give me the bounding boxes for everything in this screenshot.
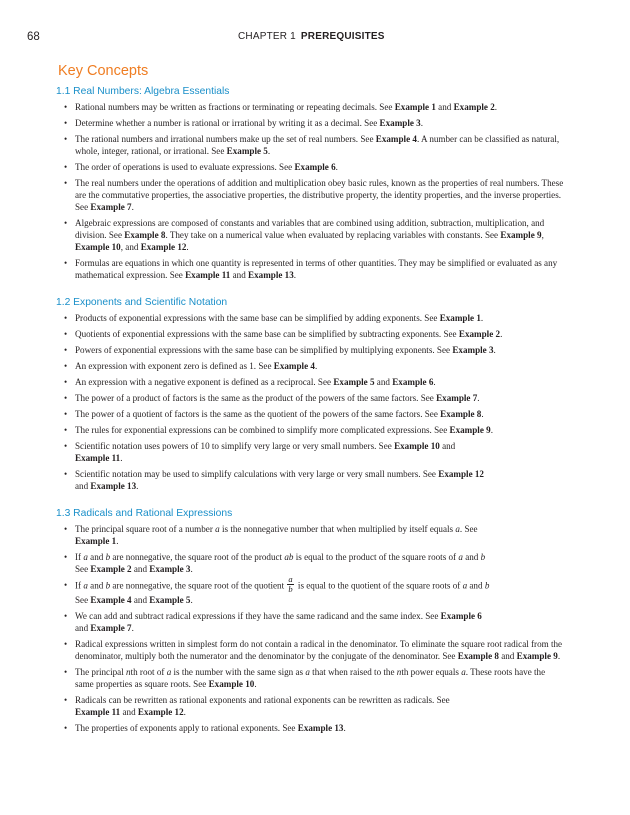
list-item: • An expression with exponent zero is defined as 1. See Example 4. [58, 360, 564, 372]
section-heading-1-1: 1.1 Real Numbers: Algebra Essentials [56, 86, 230, 97]
section-heading-1-3: 1.3 Radicals and Rational Expressions [56, 508, 233, 519]
section-1-3-list [58, 523, 564, 734]
key-concepts [58, 63, 564, 738]
list-item: • Algebraic expressions are composed of constants and variables that are combined using addition, subtraction, multiplication, and division. See Example 8. They take on a numerical value when evaluated by replacing variables with constants. See Example 9, Example 10, and Example 12. [58, 217, 564, 253]
list-item: • Radicals can be rewritten as rational exponents and rational exponents can be rewritten as radicals. See Example 11 and Example 12. [58, 694, 564, 718]
running-head [238, 31, 385, 42]
list-item: • Determine whether a number is rational or irrational by writing it as a decimal. See Example 3. [58, 117, 564, 129]
page-number: 68 [27, 31, 40, 43]
list-item: • We can add and subtract radical expressions if they have the same radicand and the same index. See Example 6 and Example 7. [58, 610, 564, 634]
page-title: Key Concepts [58, 63, 149, 79]
list-item: • The principal square root of a number a is the nonnegative number that when multiplied by itself equals a. See Example 1. [58, 523, 564, 547]
chapter-title: PREREQUISITES [300, 31, 385, 42]
list-item: • If a and b are nonnegative, the square root of the quotient $\frac{a}{b}$ is equal to the quotient of the square roots of a and b See Example 4 and Example 5. [58, 579, 564, 606]
section-heading-1-2: 1.2 Exponents and Scientific Notation [56, 297, 228, 308]
list-item: • The principal nth root of a is the number with the same sign as a that when raised to the nth power equals a. These roots have the same properties as square roots. See Example 10. [58, 666, 564, 690]
chapter-label: CHAPTER 1 [238, 31, 296, 42]
list-item: • Powers of exponential expressions with the same base can be simplified by multiplying exponents. See Example 3. [58, 344, 564, 356]
list-item: • Quotients of exponential expressions with the same base can be simplified by subtracting exponents. See Example 2. [58, 328, 564, 340]
list-item: • Formulas are equations in which one quantity is represented in terms of other quantities. They may be simplified or evaluated as any mathematical expression. See Example 11 and Example 13. [58, 257, 564, 281]
section-1-2-list [58, 312, 564, 492]
section-1-1-list [58, 101, 564, 281]
list-item: • The real numbers under the operations of addition and multiplication obey basic rules, known as the properties of real numbers. These are the commutative properties, the associative properties, the distributive property, the identity properties, and the inverse properties. See Example 7. [58, 177, 564, 213]
list-item: • An expression with a negative exponent is defined as a reciprocal. See Example 5 and Example 6. [58, 376, 564, 388]
list-item: • The order of operations is used to evaluate expressions. See Example 6. [58, 161, 564, 173]
list-item: • If a and b are nonnegative, the square root of the product ab is equal to the product of the square roots of a and b See Example 2 and Example 3. [58, 551, 564, 575]
list-item: • The rules for exponential expressions can be combined to simplify more complicated expressions. See Example 9. [58, 424, 564, 436]
list-item: • The properties of exponents apply to rational exponents. See Example 13. [58, 722, 564, 734]
list-item: • Rational numbers may be written as fractions or terminating or repeating decimals. See Example 1 and Example 2. [58, 101, 564, 113]
list-item: • Radical expressions written in simplest form do not contain a radical in the denominator. To eliminate the square root radical from the denominator, multiply both the numerator and the denominator by the conjugate of the denominator. See Example 8 and Example 9. [58, 638, 564, 662]
list-item: • The rational numbers and irrational numbers make up the set of real numbers. See Example 4. A number can be classified as natural, whole, integer, rational, or irrational. See Example 5. [58, 133, 564, 157]
list-item: • The power of a quotient of factors is the same as the quotient of the powers of the same factors. See Example 8. [58, 408, 564, 420]
list-item: • Scientific notation uses powers of 10 to simplify very large or very small numbers. See Example 10 and Example 11. [58, 440, 564, 464]
list-item: • Scientific notation may be used to simplify calculations with very large or very small numbers. See Example 12 and Example 13. [58, 468, 564, 492]
list-item: • The power of a product of factors is the same as the product of the powers of the same factors. See Example 7. [58, 392, 564, 404]
list-item: • Products of exponential expressions with the same base can be simplified by adding exponents. See Example 1. [58, 312, 564, 324]
fraction-a-over-b: $\frac{a}{b}$ [288, 574, 293, 594]
